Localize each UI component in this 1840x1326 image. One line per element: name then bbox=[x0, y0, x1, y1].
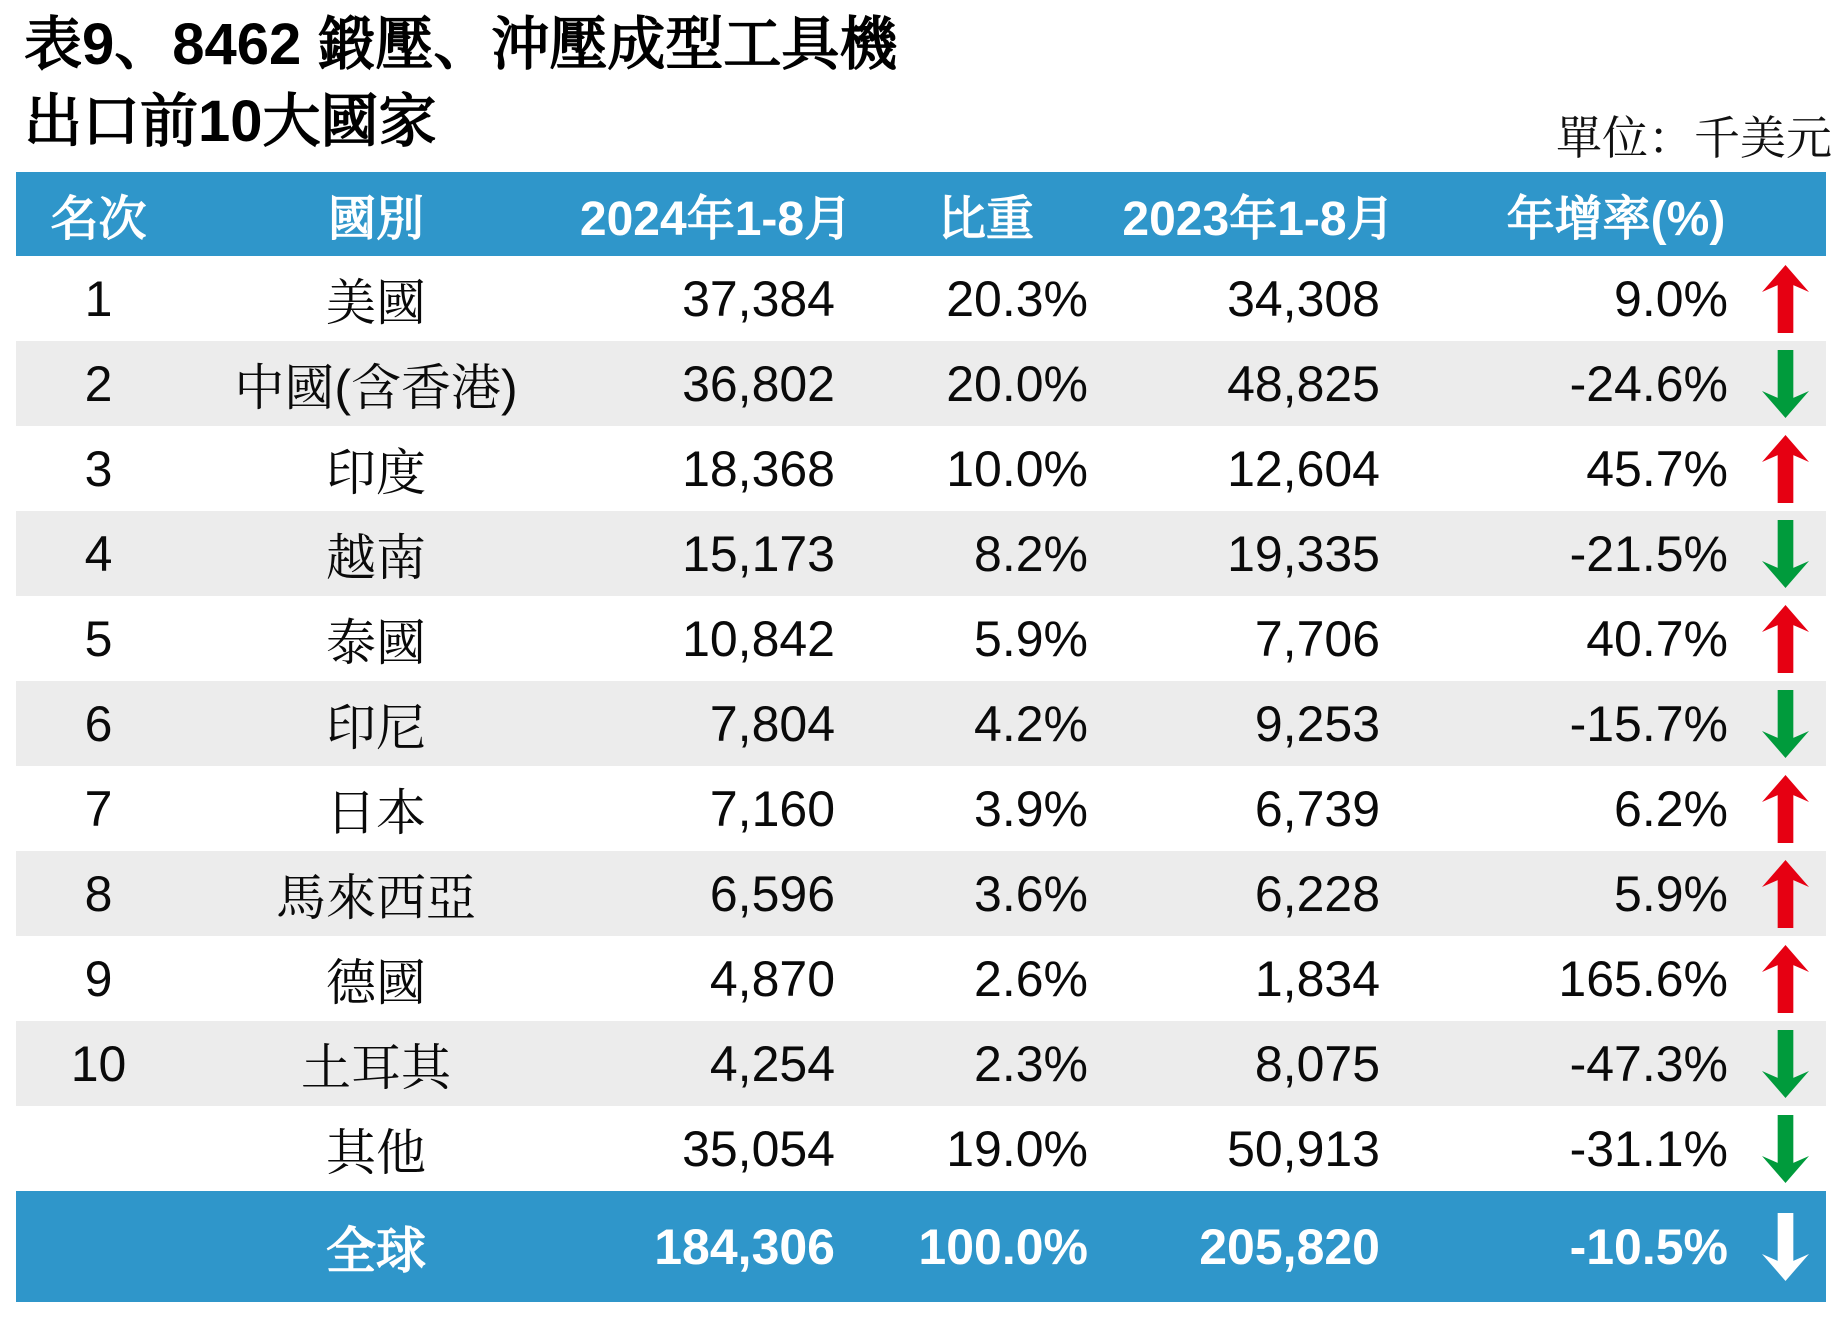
value-2024-cell: 18,368 bbox=[682, 440, 835, 497]
trend-up-icon bbox=[1745, 256, 1826, 341]
table-row bbox=[16, 1106, 1826, 1191]
column-header-2023: 2023年1-8月 bbox=[1122, 192, 1395, 246]
table-row bbox=[16, 766, 1826, 851]
rank-cell: 10 bbox=[70, 1035, 127, 1092]
country-cell: 其他 bbox=[326, 1124, 426, 1181]
value-2024-cell: 4,870 bbox=[709, 950, 835, 1007]
page-title bbox=[24, 6, 897, 160]
column-header-yoy: 年增率(%) bbox=[1506, 192, 1726, 246]
table-body bbox=[16, 256, 1826, 1302]
value-2023-cell: 8,075 bbox=[1254, 1035, 1380, 1092]
rank-cell: 4 bbox=[84, 525, 113, 582]
trend-up-icon bbox=[1745, 596, 1826, 681]
trend-down-icon bbox=[1745, 1021, 1826, 1106]
country-cell: 泰國 bbox=[326, 614, 426, 671]
rank-cell: 5 bbox=[84, 610, 113, 667]
table-row bbox=[16, 1021, 1826, 1106]
country-cell: 美國 bbox=[326, 274, 426, 331]
page-title-line1: 表9、8462 鍛壓、沖壓成型工具機 bbox=[24, 12, 898, 77]
value-2023-cell: 6,228 bbox=[1254, 865, 1380, 922]
value-2024-cell: 10,842 bbox=[682, 610, 835, 667]
value-2024-cell: 37,384 bbox=[682, 270, 835, 327]
trend-up-icon bbox=[1745, 936, 1826, 1021]
table-row bbox=[16, 426, 1826, 511]
rank-cell: 7 bbox=[84, 780, 113, 837]
rank-cell bbox=[16, 1191, 181, 1302]
share-cell: 20.0% bbox=[946, 355, 1088, 412]
value-2023-cell: 1,834 bbox=[1254, 950, 1380, 1007]
value-2024-cell: 6,596 bbox=[709, 865, 835, 922]
rank-cell: 1 bbox=[84, 270, 113, 327]
country-cell: 馬來西亞 bbox=[276, 869, 476, 926]
yoy-cell: 5.9% bbox=[1614, 865, 1728, 922]
column-header-share: 比重 bbox=[937, 192, 1034, 246]
column-header-rank: 名次 bbox=[50, 192, 147, 246]
table-row bbox=[16, 341, 1826, 426]
column-header-2024: 2024年1-8月 bbox=[579, 192, 853, 246]
yoy-cell: 6.2% bbox=[1614, 780, 1728, 837]
yoy-cell: 40.7% bbox=[1586, 610, 1728, 667]
yoy-cell: -21.5% bbox=[1569, 525, 1728, 582]
value-2023-cell: 7,706 bbox=[1254, 610, 1380, 667]
rank-cell: 3 bbox=[84, 440, 113, 497]
value-2023-cell: 6,739 bbox=[1254, 780, 1380, 837]
trend-up-icon bbox=[1745, 766, 1826, 851]
value-2024-cell: 7,804 bbox=[709, 695, 835, 752]
export-countries-table bbox=[16, 172, 1826, 1302]
share-cell: 4.2% bbox=[974, 695, 1088, 752]
trend-down-icon bbox=[1745, 341, 1826, 426]
yoy-cell: -15.7% bbox=[1569, 695, 1728, 752]
share-cell: 5.9% bbox=[974, 610, 1088, 667]
yoy-cell: 165.6% bbox=[1558, 950, 1728, 1007]
yoy-cell: -24.6% bbox=[1569, 355, 1728, 412]
yoy-cell: 9.0% bbox=[1614, 270, 1728, 327]
country-cell: 越南 bbox=[326, 529, 426, 586]
value-2024-cell: 15,173 bbox=[682, 525, 835, 582]
value-2024-cell: 35,054 bbox=[682, 1120, 835, 1177]
country-cell: 印度 bbox=[326, 444, 426, 501]
country-cell: 印尼 bbox=[326, 699, 426, 756]
share-cell: 3.6% bbox=[974, 865, 1088, 922]
value-2024-cell: 7,160 bbox=[709, 780, 835, 837]
rank-cell bbox=[16, 1106, 181, 1191]
country-cell: 中國(含香港) bbox=[234, 359, 518, 416]
country-cell: 德國 bbox=[326, 954, 426, 1011]
share-cell: 100.0% bbox=[918, 1218, 1088, 1275]
table-row bbox=[16, 936, 1826, 1021]
yoy-cell: -10.5% bbox=[1569, 1218, 1728, 1275]
value-2024-cell: 184,306 bbox=[654, 1218, 835, 1275]
country-cell: 日本 bbox=[326, 784, 426, 841]
value-2023-cell: 48,825 bbox=[1227, 355, 1380, 412]
value-2023-cell: 9,253 bbox=[1254, 695, 1380, 752]
value-2023-cell: 50,913 bbox=[1227, 1120, 1380, 1177]
table-row bbox=[16, 681, 1826, 766]
table-row bbox=[16, 256, 1826, 341]
value-2023-cell: 19,335 bbox=[1227, 525, 1380, 582]
unit-label: 單位：千美元 bbox=[1556, 112, 1832, 164]
share-cell: 10.0% bbox=[946, 440, 1088, 497]
column-header-country: 國別 bbox=[327, 192, 424, 246]
value-2023-cell: 205,820 bbox=[1199, 1218, 1380, 1275]
share-cell: 3.9% bbox=[974, 780, 1088, 837]
share-cell: 2.6% bbox=[974, 950, 1088, 1007]
table-row bbox=[16, 511, 1826, 596]
rank-cell: 8 bbox=[84, 865, 113, 922]
share-cell: 8.2% bbox=[974, 525, 1088, 582]
share-cell: 20.3% bbox=[946, 270, 1088, 327]
rank-cell: 2 bbox=[84, 355, 113, 412]
page-title-line2: 出口前10大國家 bbox=[24, 89, 437, 155]
value-2024-cell: 4,254 bbox=[709, 1035, 835, 1092]
trend-down-icon bbox=[1745, 681, 1826, 766]
country-cell: 全球 bbox=[326, 1222, 426, 1279]
yoy-cell: -47.3% bbox=[1569, 1035, 1728, 1092]
trend-up-icon bbox=[1745, 851, 1826, 936]
share-cell: 2.3% bbox=[974, 1035, 1088, 1092]
trend-up-icon bbox=[1745, 426, 1826, 511]
value-2024-cell: 36,802 bbox=[682, 355, 835, 412]
trend-down-icon bbox=[1745, 1106, 1826, 1191]
table-total-row bbox=[16, 1191, 1826, 1302]
table-header-row bbox=[16, 172, 1826, 256]
share-cell: 19.0% bbox=[946, 1120, 1088, 1177]
value-2023-cell: 12,604 bbox=[1227, 440, 1380, 497]
trend-down-icon bbox=[1745, 511, 1826, 596]
rank-cell: 9 bbox=[84, 950, 113, 1007]
rank-cell: 6 bbox=[84, 695, 113, 752]
yoy-cell: 45.7% bbox=[1586, 440, 1728, 497]
table-row bbox=[16, 851, 1826, 936]
country-cell: 土耳其 bbox=[301, 1039, 451, 1096]
trend-down-icon bbox=[1745, 1191, 1826, 1302]
value-2023-cell: 34,308 bbox=[1227, 270, 1380, 327]
table-row bbox=[16, 596, 1826, 681]
yoy-cell: -31.1% bbox=[1569, 1120, 1728, 1177]
